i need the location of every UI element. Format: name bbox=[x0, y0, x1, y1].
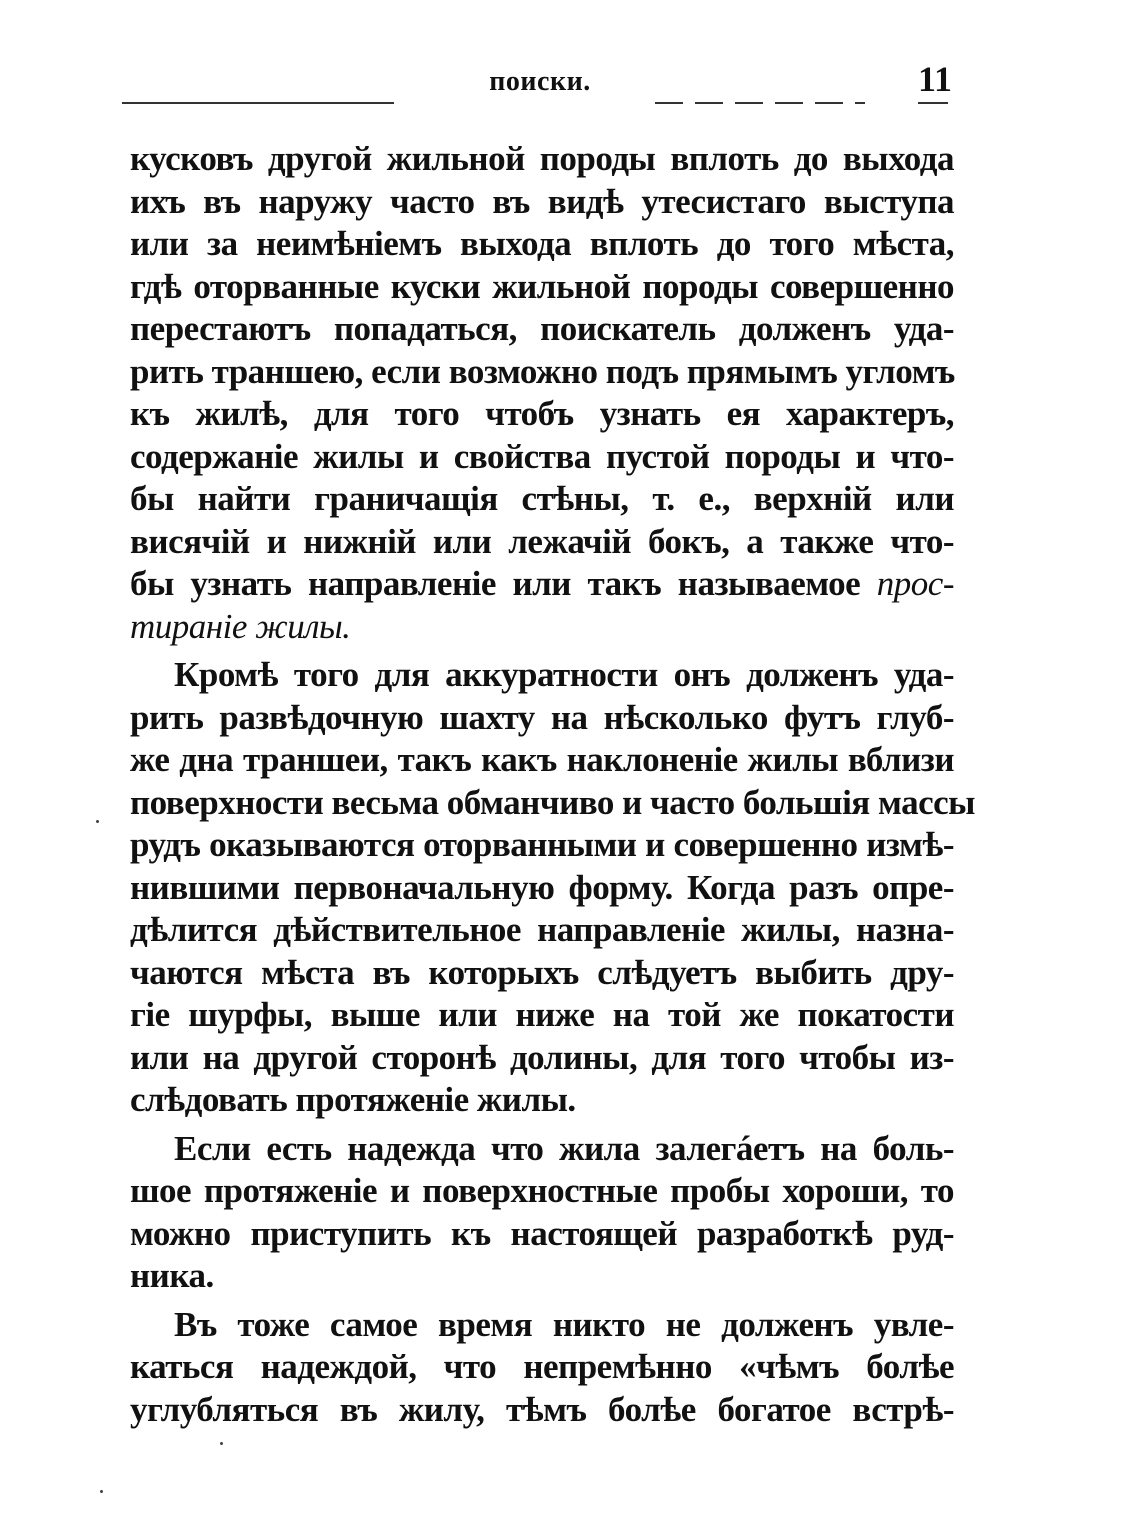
page-number: 11 bbox=[917, 59, 952, 99]
text-line: висячій и нижній или лежачій бокъ, а также что- bbox=[130, 521, 954, 561]
text-line: шое протяженіе и поверхностные пробы хороши, то bbox=[130, 1171, 954, 1210]
text-line: содержаніе жилы и свойства пустой породы и что- bbox=[130, 436, 954, 476]
scan-speck bbox=[220, 1442, 223, 1445]
scan-speck bbox=[96, 820, 99, 823]
paragraph-1 bbox=[130, 138, 954, 648]
text-line: углубляться въ жилу, тѣмъ болѣе богатое встрѣ- bbox=[130, 1389, 954, 1429]
paragraph-2 bbox=[130, 654, 975, 1122]
running-title: поиски. bbox=[489, 66, 591, 97]
text-line: бы найти граничащія стѣны, т. е., верхній или bbox=[130, 479, 954, 518]
text-line: ника. bbox=[130, 1256, 214, 1295]
body-text bbox=[130, 138, 975, 1431]
text-line: Въ тоже самое время никто не долженъ увле- bbox=[174, 1304, 954, 1344]
text-line: Кромѣ того для аккуратности онъ долженъ уда- bbox=[174, 655, 954, 694]
text-line: поверхности весьма обманчиво и часто большія массы bbox=[130, 782, 975, 822]
header-rule-middle bbox=[655, 102, 865, 104]
text-line: гдѣ оторванные куски жильной породы совершенно bbox=[130, 266, 954, 306]
text-line: рить развѣдочную шахту на нѣсколько футъ глуб- bbox=[130, 697, 954, 737]
text-line: перестаютъ попадаться, поискатель долженъ уда- bbox=[130, 309, 954, 348]
text-line: Если есть надежда что жила залегáетъ на боль- bbox=[174, 1128, 954, 1168]
text-line: слѣдовать протяженіе жилы. bbox=[130, 1080, 576, 1119]
header-rule-left bbox=[122, 102, 394, 104]
text-line: рить траншею, если возможно подъ прямымъ угломъ bbox=[130, 351, 955, 391]
text-line: можно приступить къ настоящей разработкѣ руд- bbox=[130, 1213, 954, 1253]
text-line: ихъ въ наружу часто въ видѣ утесистаго выступа bbox=[130, 181, 954, 221]
paragraph-3 bbox=[130, 1128, 954, 1298]
text-line: каться надеждой, что непремѣнно «чѣмъ болѣе bbox=[130, 1347, 954, 1386]
text-line: рудъ оказываются оторванными и совершенно измѣ- bbox=[130, 825, 954, 864]
text-line: чаются мѣста въ которыхъ слѣдуетъ выбить дру- bbox=[130, 952, 954, 992]
text-line: нившими первоначальную форму. Когда разъ опре- bbox=[130, 867, 954, 907]
italic-term-start: прос- bbox=[876, 564, 954, 603]
text-line: гіе шурфы, выше или ниже на той же покатости bbox=[130, 995, 954, 1034]
text-line: или на другой сторонѣ долины, для того чтобы из- bbox=[130, 1037, 954, 1077]
running-head bbox=[128, 58, 952, 108]
text-line: дѣлится дѣйствительное направленіе жилы, назна- bbox=[130, 910, 954, 949]
italic-term-end: тираніе жилы. bbox=[130, 606, 351, 646]
text-line: же дна траншеи, такъ какъ наклоненіе жилы вблизи bbox=[130, 740, 954, 779]
text-line: къ жилѣ, для того чтобъ узнать ея характеръ, bbox=[130, 394, 954, 433]
text-line-with-italic bbox=[130, 563, 954, 606]
text-line-start: бы узнать направленіе или такъ называемое bbox=[130, 564, 877, 603]
header-rule-right bbox=[918, 102, 948, 104]
text-line: кусковъ другой жильной породы вплоть до выхода bbox=[130, 139, 954, 178]
scan-speck bbox=[100, 1490, 103, 1493]
text-line-italic bbox=[130, 606, 954, 649]
paragraph-4 bbox=[130, 1304, 954, 1432]
text-line: или за неимѣніемъ выхода вплоть до того мѣста, bbox=[130, 224, 954, 263]
